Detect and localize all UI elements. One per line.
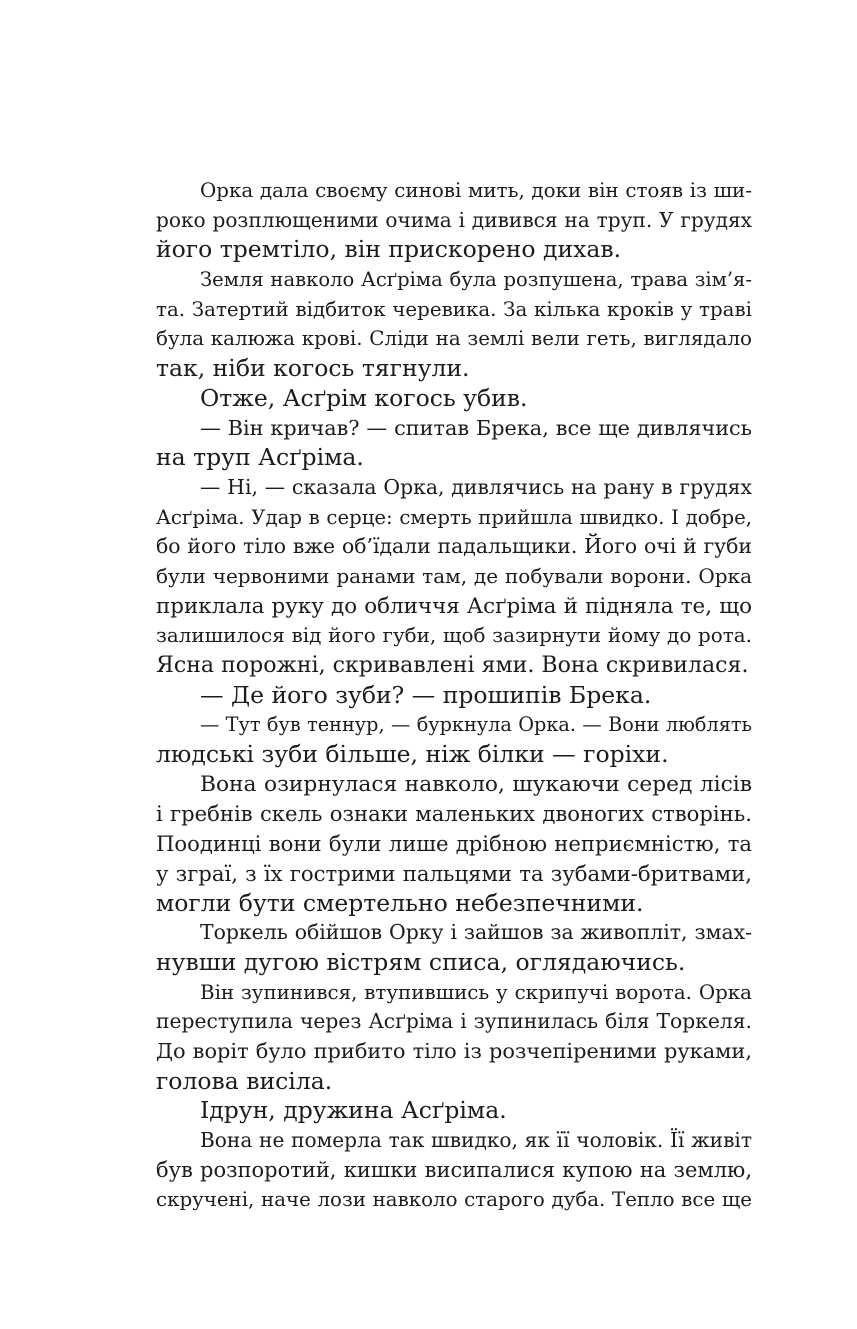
text-line: був розпоротий, кишки висипалися купою на землю, [156, 1157, 752, 1182]
text-line: Він зупинився, втупившись у скрипучі ворота. Орка [200, 980, 752, 1004]
text-line: на труп Асґріма. [156, 443, 364, 472]
text-line: До воріт було прибито тіло із розчепіреними руками, [156, 1038, 752, 1063]
text-line: та. Затертий відбиток черевика. За кілька кроків у траві [156, 297, 752, 321]
text-line: були червоними ранами там, де побували ворони. Орка [156, 563, 752, 588]
text-line: голова висіла. [156, 1066, 333, 1095]
text-line: і гребнів скель ознаки маленьких двоногих створінь. [156, 801, 752, 827]
text-line: Ідрун, дружина Асґріма. [200, 1096, 507, 1125]
body-text [156, 176, 752, 1215]
text-line: Орка дала своєму синові мить, доки він стояв із ши- [200, 179, 752, 202]
text-line: Вона озирнулася навколо, шукаючи серед лісів [200, 771, 752, 797]
text-line: у зграї, з їх гострими пальцями та зубами-бритвами, [156, 860, 752, 886]
text-line: — Він кричав? — спитав Брека, все ще дивлячись [200, 415, 752, 440]
text-line: була калюжа крові. Сліди на землі вели геть, виглядало [156, 327, 752, 351]
text-line: Асґріма. Удар в серце: смерть прийшла швидко. І добре, [156, 505, 752, 529]
text-line: приклала руку до обличчя Асґріма й підняла те, що [156, 593, 752, 619]
text-line: Торкель обійшов Орку і зайшов за живопліт, змах- [200, 920, 752, 945]
text-line: Отже, Асґрім когось убив. [200, 383, 528, 412]
text-line: бо його тіло вже об’їдали падальщики. Його очі й губи [156, 534, 752, 559]
text-line: — Де його зуби? — прошипів Брека. [200, 680, 652, 709]
text-line: — Ні, — сказала Орка, дивлячись на рану в грудях [200, 474, 752, 499]
text-line: роко розплющеними очима і дивився на труп. У грудях [156, 207, 752, 232]
text-line: Земля навколо Асґріма була розпушена, трава зім’я- [200, 268, 752, 292]
text-line: Поодинці вони були лише дрібною неприємністю, та [156, 831, 752, 857]
text-line: залишилося від його губи, щоб зазирнути йому до рота. [156, 624, 752, 648]
text-line: його тремтіло, він прискорено дихав. [156, 235, 622, 264]
text-line: Вона не померла так швидко, як її чоловік. Її живіт [200, 1128, 752, 1152]
text-line: нувши дугою вістрям списа, оглядаючись. [156, 947, 686, 976]
text-line: переступила через Асґріма і зупинилась біля Торкеля. [156, 1009, 752, 1034]
text-line: — Тут був теннур, — буркнула Орка. — Вони люблять [200, 713, 752, 737]
text-line: Ясна порожні, скривавлені ями. Вона скривилася. [156, 652, 749, 678]
text-line: людські зуби більше, ніж білки — горіхи. [156, 740, 669, 769]
text-line: могли бути смертельно небезпечними. [156, 888, 644, 917]
text-line: так, ніби когось тягнули. [156, 354, 470, 383]
text-line: скручені, наче лози навколо старого дуба. Тепло все ще [156, 1188, 752, 1212]
